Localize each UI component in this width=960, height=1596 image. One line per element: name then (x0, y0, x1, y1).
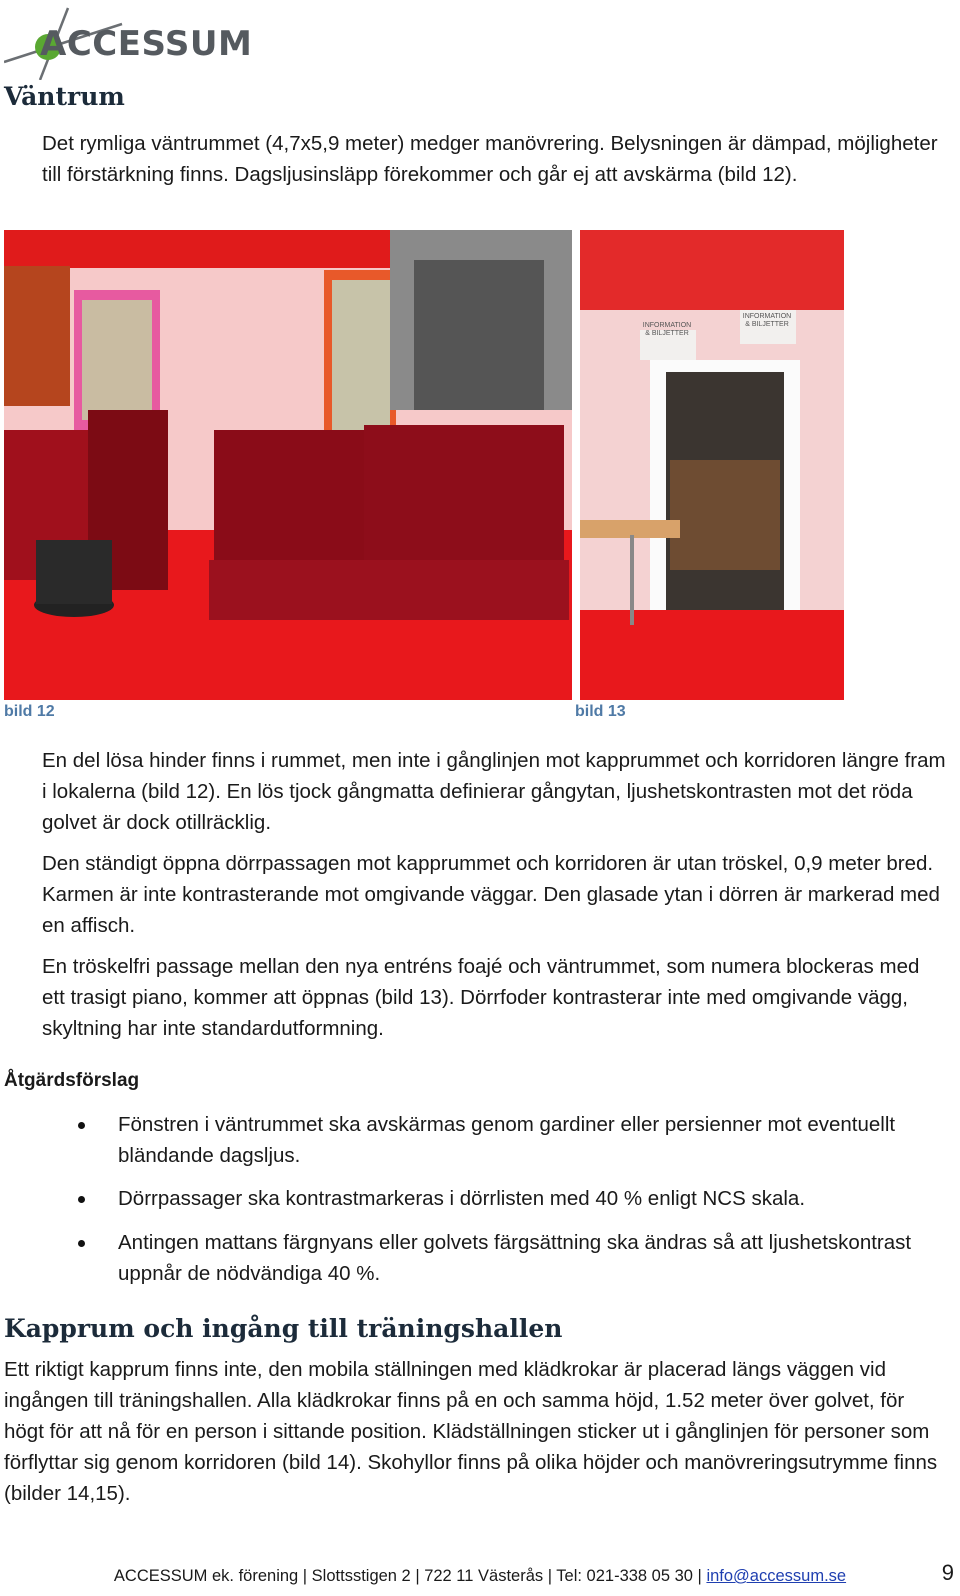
footer-email-link[interactable]: info@accessum.se (706, 1567, 847, 1585)
page-footer (0, 1567, 960, 1586)
section-heading-vantrum: Väntrum (4, 82, 125, 111)
paragraph-3: En tröskelfri passage mellan den nya entréns foajé och väntrummet, som numera blockeras med ett trasigt piano, kommer att öppnas (bild 13). Dörrfoder kontrasterar inte med omgivande vägg, skyltning har inte standardutformning. (42, 955, 920, 1040)
bullet-icon (78, 1122, 85, 1129)
page-number: 9 (941, 1560, 954, 1585)
measures-heading: Åtgärdsförslag (4, 1070, 140, 1091)
intro-paragraph: Det rymliga väntrummet (4,7x5,9 meter) medger manövrering. Belysningen är dämpad, möjligheter till förstärkning finns. Dagsljusinsläpp förekommer och går ej att avskärma (bild 12). (42, 132, 938, 186)
section-heading-kapprum: Kapprum och ingång till träningshallen (4, 1314, 563, 1343)
measure-text: Antingen mattans färgnyans eller golvets färgsättning ska ändras så att ljushetskontrast uppnår de nödvändiga 40 %. (118, 1231, 912, 1285)
logo-text: ACCESSUM (40, 24, 253, 64)
photo13-sign-left: INFORMATION & BILJETTER (642, 322, 692, 337)
measure-text: Dörrpassager ska kontrastmarkeras i dörrlisten med 40 % enligt NCS skala. (118, 1187, 806, 1210)
photo-caption-12: bild 12 (4, 703, 55, 720)
photo13-sign-right: INFORMATION & BILJETTER (742, 313, 792, 328)
measure-text: Fönstren i väntrummet ska avskärmas genom gardiner eller persienner mot eventuellt bländande dagsljus. (118, 1113, 896, 1167)
measure-item (78, 1227, 938, 1289)
photo-bild-12 (4, 230, 572, 700)
measure-item (78, 1183, 938, 1214)
section2-body: Ett riktigt kapprum finns inte, den mobila ställningen med klädkrokar är placerad längs väggen vid ingången till träningshallen. Alla klädkrokar finns på en och samma höjd, 1.52 meter över golvet, för högt för att nå för en person i sittande position. Klädställningen sticker ut i gånglinjen för personer som förflyttar sig genom korridoren (bild 14). Skohyllor finns på olika höjder och manövreringsutrymme finns (bilder 14,15). (4, 1358, 938, 1505)
bullet-icon (78, 1240, 85, 1247)
paragraph-1: En del lösa hinder finns i rummet, men inte i gånglinjen mot kapprummet och korridoren längre fram i lokalerna (bild 12). En lös tjock gångmatta definierar gångytan, ljushetskontrasten mot det röda golvet är dock otillräcklig. (42, 749, 946, 834)
footer-text: ACCESSUM ek. förening | Slottsstigen 2 | 722 11 Västerås | Tel: 021-338 05 30 | (113, 1567, 707, 1585)
paragraph-2: Den ständigt öppna dörrpassagen mot kapprummet och korridoren är utan tröskel, 0,9 meter bred. Karmen är inte kontrasterande mot omgivande väggar. Den glasade ytan i dörren är markerad med en affisch. (42, 852, 940, 937)
accessum-logo (4, 4, 264, 80)
bullet-icon (78, 1196, 85, 1203)
photo-caption-13: bild 13 (575, 703, 626, 720)
measure-item (78, 1109, 938, 1171)
photo-bild-13 (580, 230, 844, 700)
